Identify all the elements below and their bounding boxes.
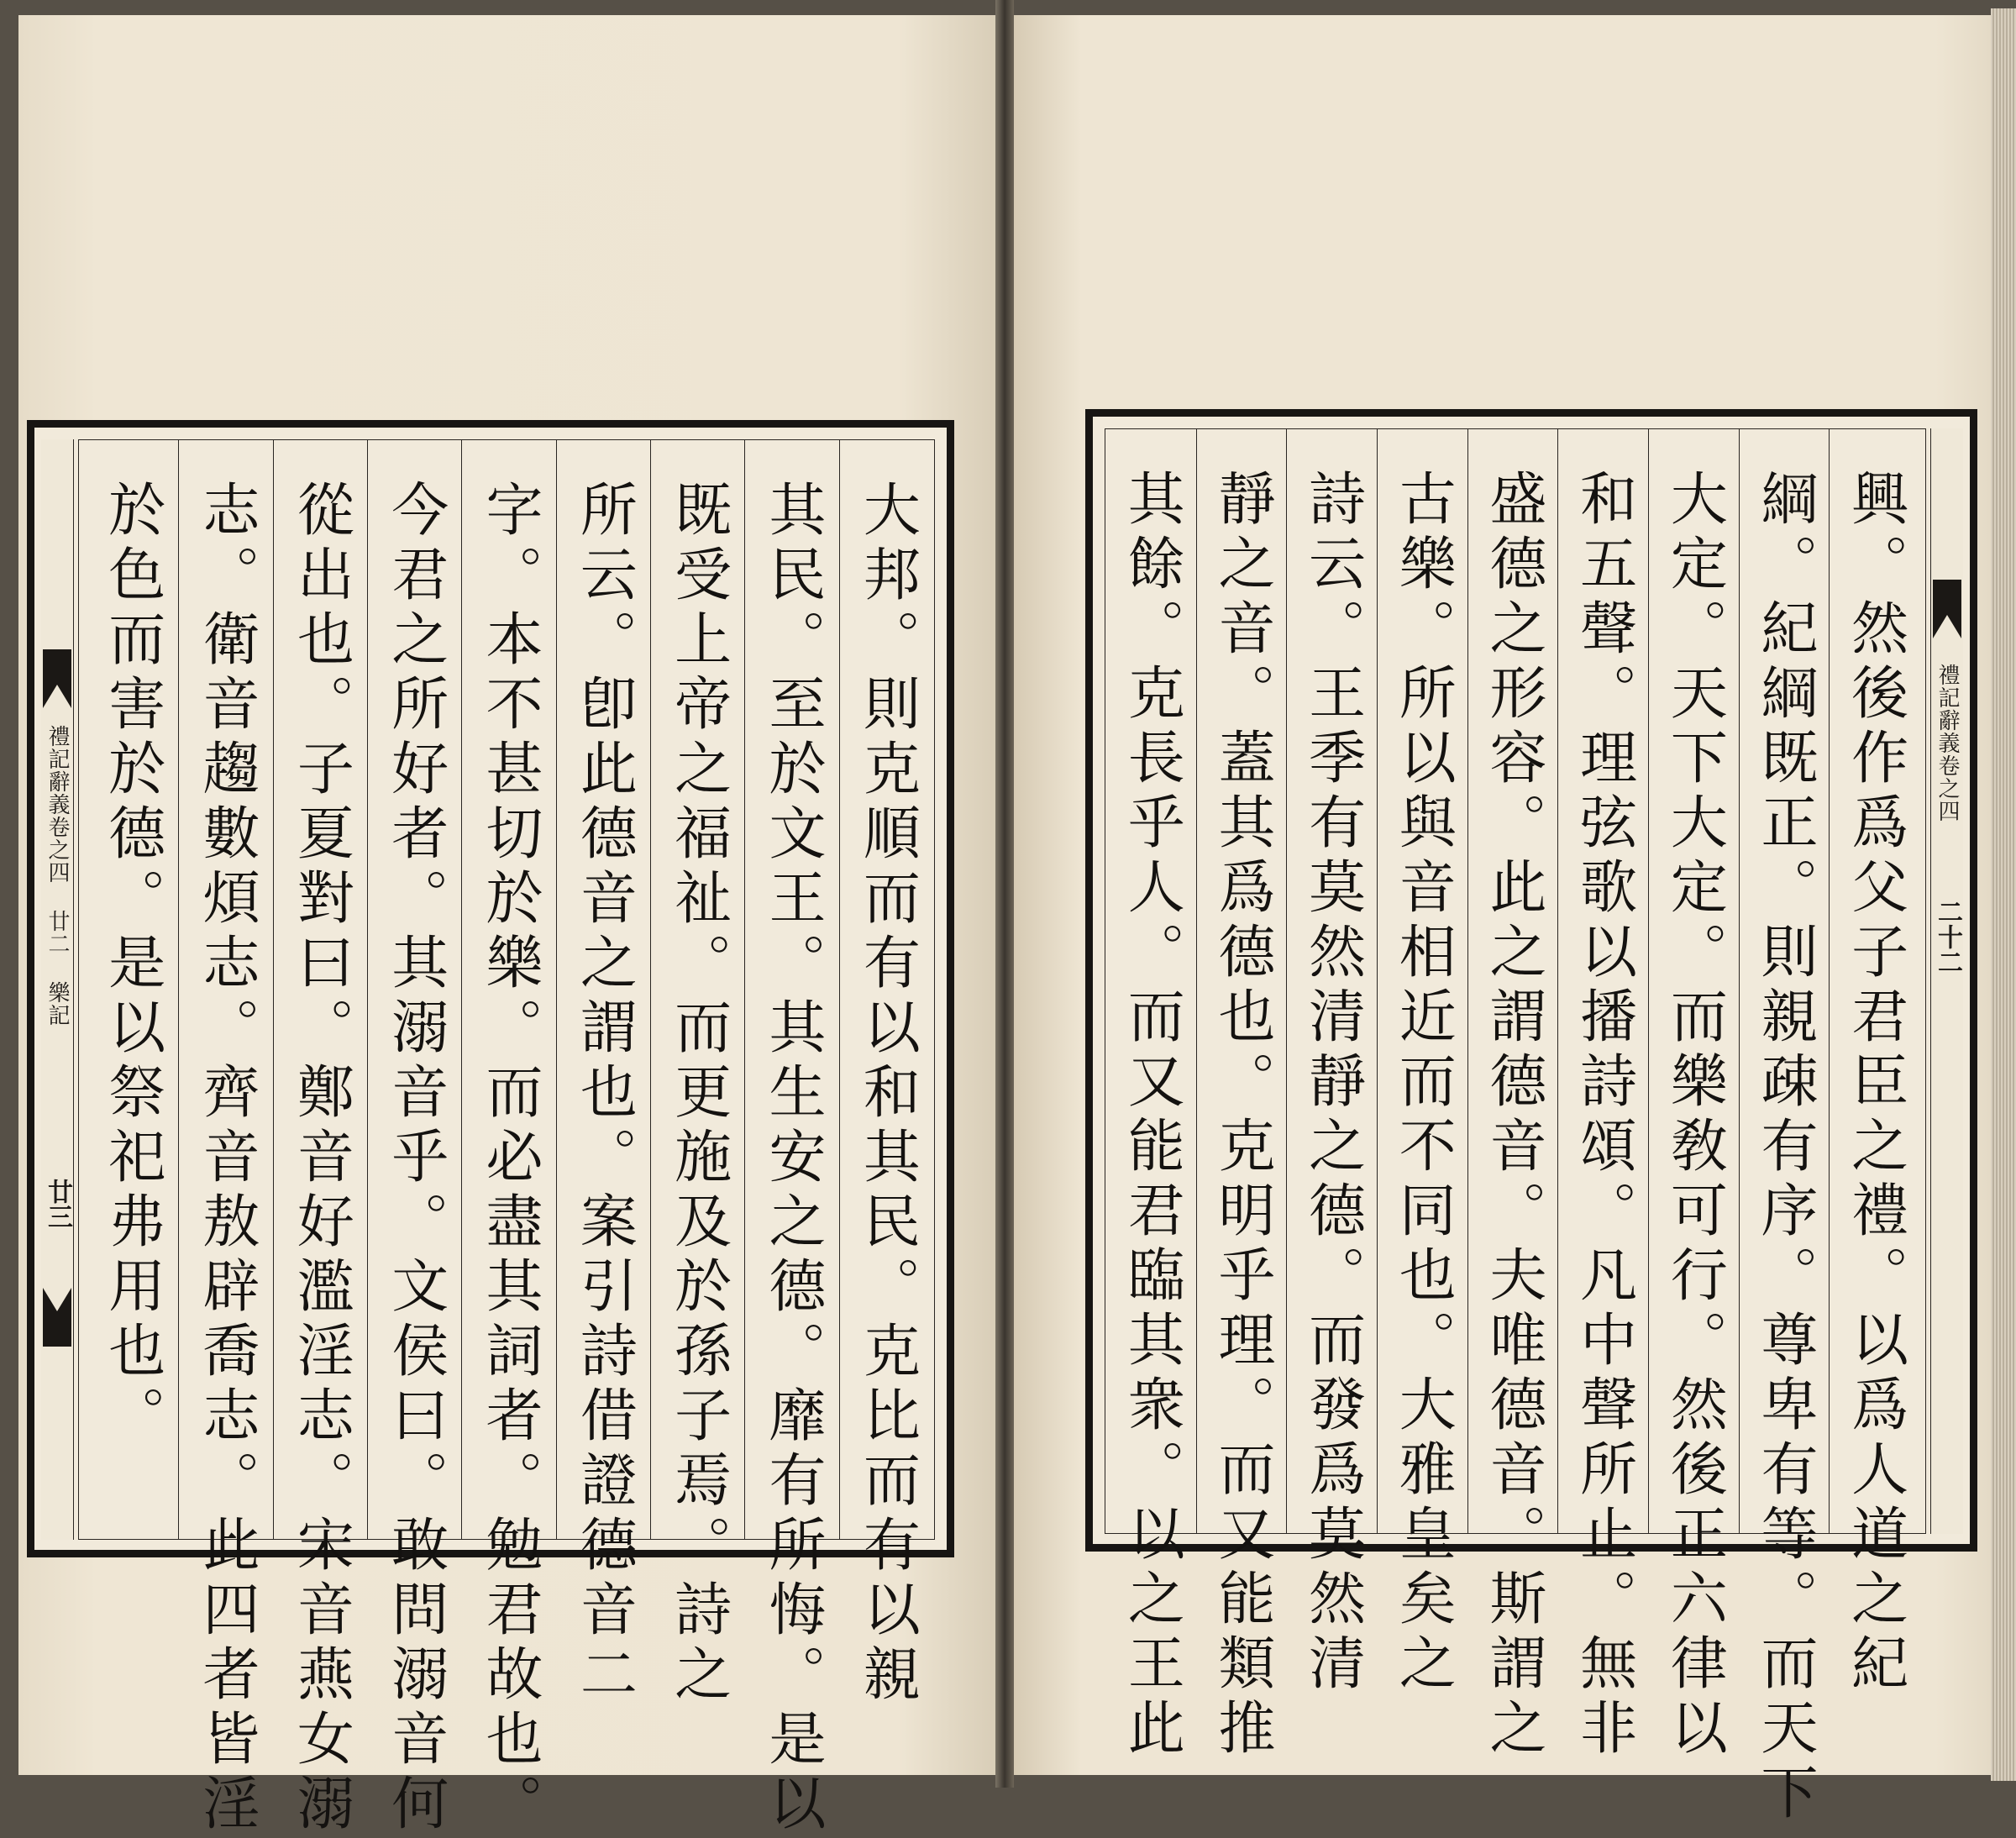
book-gutter <box>995 0 1014 1788</box>
left-text-frame <box>27 420 954 1838</box>
left-banxin-title: 禮記辭義卷之四 廿二 樂記 <box>45 725 70 1027</box>
text-column: 其民。至於文王。其生安之德。靡有所悔。是以 <box>744 439 838 1540</box>
text-column: 既受上帝之福祉。而更施及於孫子焉。詩之 <box>650 439 744 1540</box>
text-column: 和五聲。理弦歌以播詩頌。凡中聲所止。無非 <box>1557 428 1648 1534</box>
left-columns <box>85 439 933 1838</box>
text-column: 從出也。子夏對曰。鄭音好濫淫志。宋音燕女溺 <box>273 439 367 1540</box>
text-column: 志。衛音趨數煩志。齊音敖辟喬志。此四者皆淫 <box>178 439 272 1540</box>
text-column: 興。然後作爲父子君臣之禮。以爲人道之紀 <box>1829 428 1919 1534</box>
text-column: 其餘。克長乎人。而又能君臨其衆。以之王此 <box>1118 469 1185 1762</box>
text-column: 古樂。所以與音相近而不同也。大雅皇矣之 <box>1377 428 1467 1534</box>
fish-tail-ornament-bottom <box>43 1288 71 1347</box>
right-banxin-title: 禮記辭義卷之四 <box>1935 664 1960 822</box>
fish-tail-ornament-top <box>43 649 71 708</box>
right-text-frame <box>1085 409 1977 1827</box>
text-column: 今君之所好者。其溺音乎。文侯曰。敢問溺音何 <box>367 439 461 1540</box>
text-column: 大邦。則克順而有以和其民。克比而有以親 <box>839 439 933 1540</box>
text-column: 靜之音。蓋其爲德也。克明乎理。而又能類推 <box>1196 428 1287 1534</box>
text-column: 字。本不甚切於樂。而必盡其詞者。勉君故也。 <box>461 439 555 1540</box>
right-banxin <box>1930 428 1963 1534</box>
fish-tail-ornament-top <box>1933 580 1961 638</box>
text-column: 詩云。王季有莫然清靜之德。而發爲莫然清 <box>1286 428 1377 1534</box>
right-columns <box>1106 428 1919 1827</box>
left-banxin-page-number: 廿三 <box>43 1179 72 1229</box>
text-column: 大定。天下大定。而樂敎可行。然後正六律以 <box>1648 428 1739 1534</box>
page-edges <box>1991 8 2016 1781</box>
left-banxin <box>41 439 74 1540</box>
text-column: 綱。紀綱既正。則親疎有序。尊卑有等。而天下 <box>1739 428 1830 1534</box>
text-column: 盛德之形容。此之謂德音。夫唯德音。斯謂之 <box>1467 428 1558 1534</box>
text-column: 所云。卽此德音之謂也。案引詩借證德音二 <box>556 439 650 1540</box>
text-column: 於色而害於德。是以祭祀弗用也。 <box>98 480 165 1450</box>
right-banxin-page-number: 二十二 <box>1933 899 1962 974</box>
